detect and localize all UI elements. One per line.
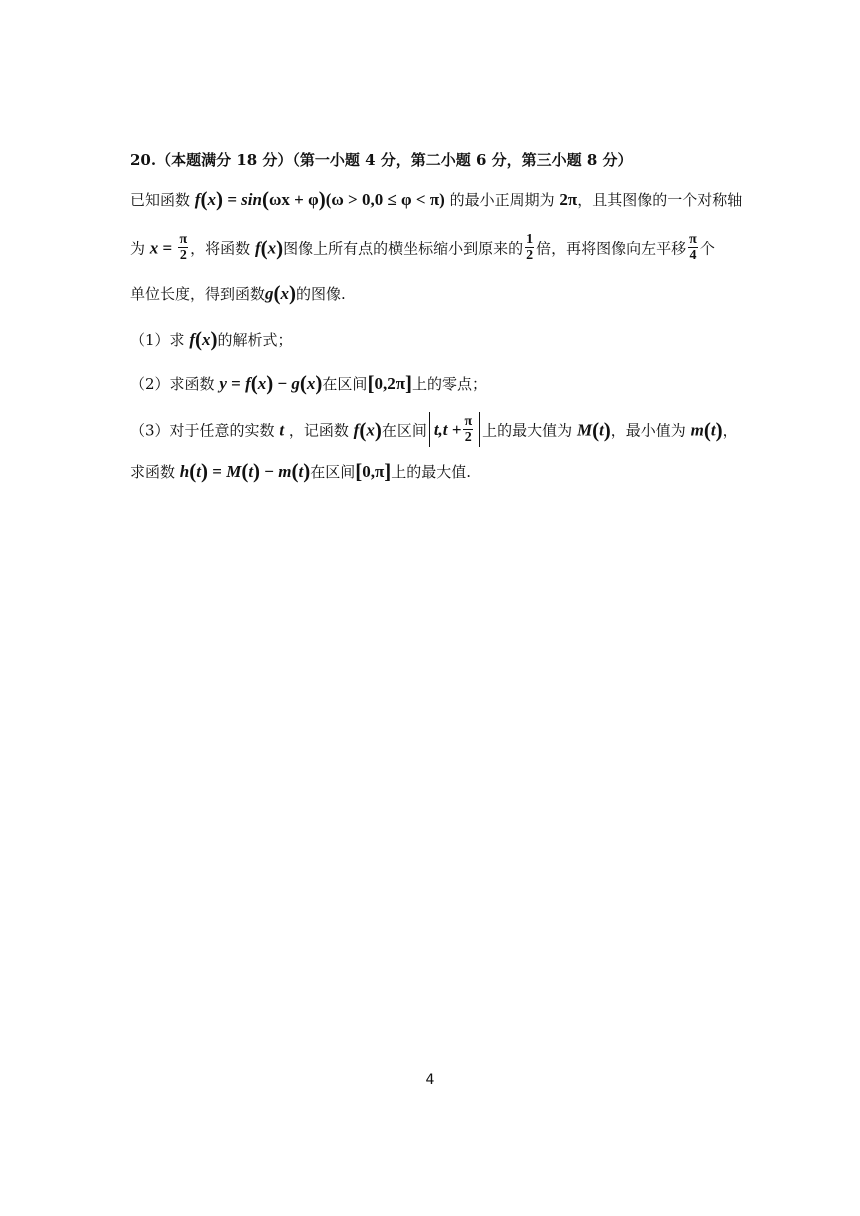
problem-line-2: 为 x = $\frac{\pi}{2}$ ，将函数 f(x)图像上所有点的横坐标缩小到原来的 $\frac{1}{2}$ 倍，再将图像向左平移 $\frac{\pi}{4}$ 个 — [130, 232, 715, 263]
problem-line-1: 已知函数 f(x) = sin(ωx + φ)(ω > 0,0 ≤ φ < π) 的最小正周期为 2π，且其图像的一个对称轴 — [130, 187, 743, 211]
fraction-one-half: $\frac{1}{2}$ — [526, 232, 534, 263]
fraction-pi-over-4: $\frac{\pi}{4}$ — [689, 232, 697, 263]
question-3: （3）对于任意的实数 t ，记函数 f(x)在区间 t,t + $\frac{\pi}{2}$ 上的最大值为 M(t)，最小值为 m(t)， — [130, 414, 738, 445]
question-3-continued: 求函数 h(t) = M(t) − m(t)在区间[0,π]上的最大值. — [130, 459, 472, 483]
fraction-pi-over-2: $\frac{\pi}{2}$ — [179, 232, 188, 263]
page-number: 4 — [425, 1072, 435, 1088]
question-2: （2）求函数 y = f(x) − g(x)在区间[0,2π]上的零点； — [130, 371, 488, 395]
problem-line-3: 单位长度，得到函数g(x)的图像. — [130, 281, 346, 305]
question-1: （1）求 f(x)的解析式； — [130, 327, 293, 351]
problem-header: 20.（本题满分 18 分）（第一小题 4 分，第二小题 6 分，第三小题 8 分） — [130, 151, 633, 169]
interval-bracket: t,t + $\frac{\pi}{2}$ — [429, 412, 480, 447]
